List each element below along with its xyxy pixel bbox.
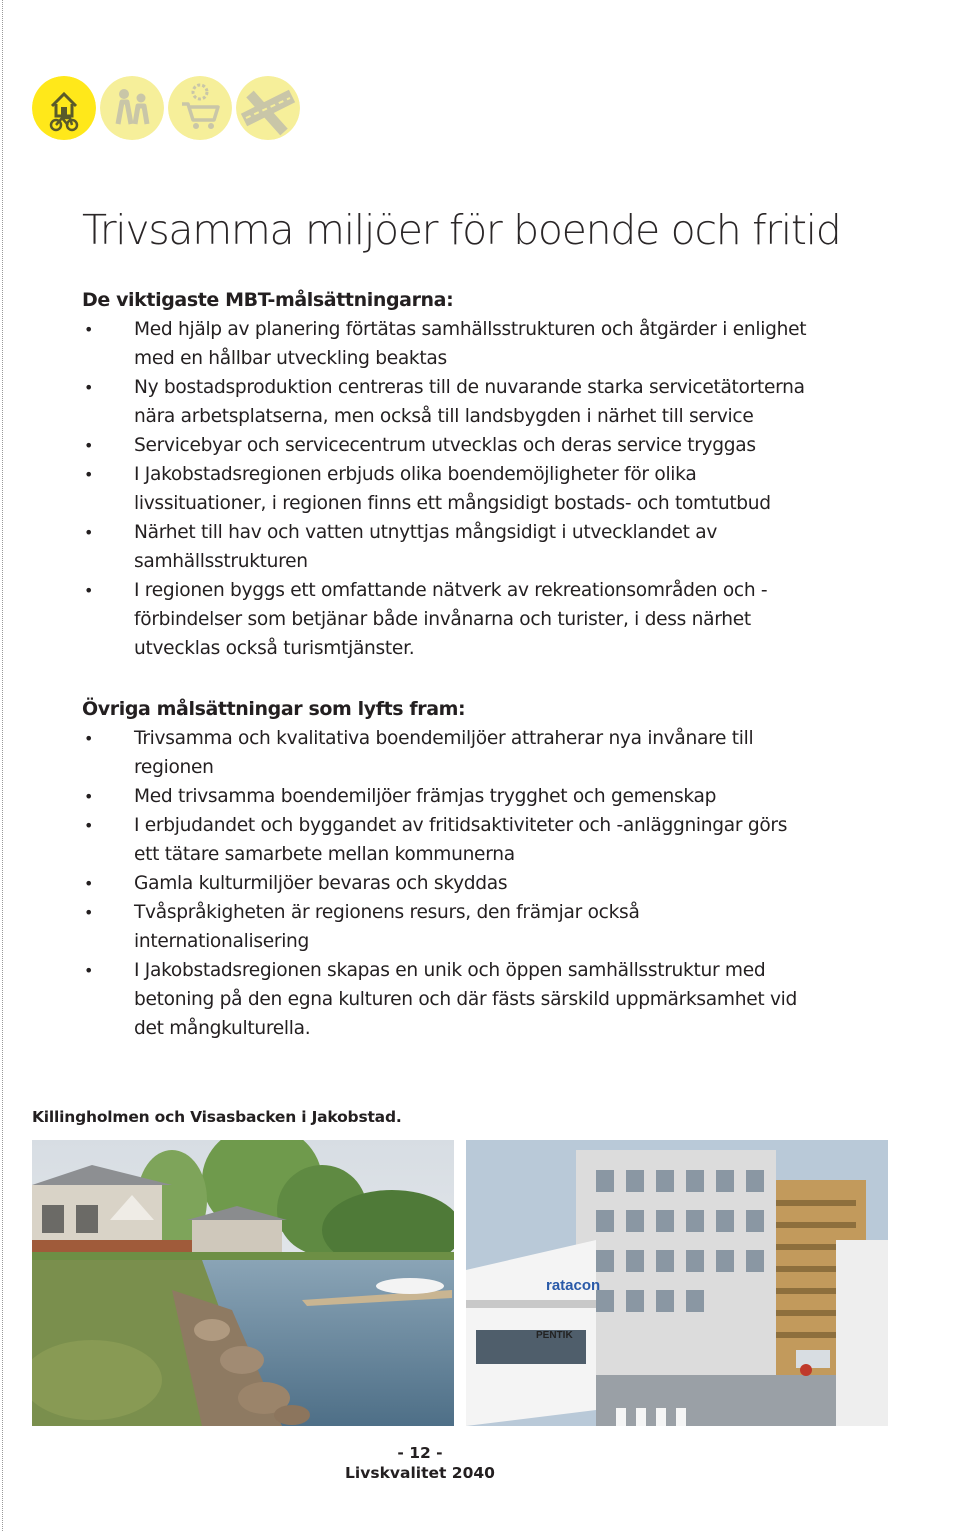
list-item: • Närhet till hav och vatten utnyttjas mångsidigt i utvecklandet av samhällsstrukturen <box>82 518 812 576</box>
list-item: • I Jakobstadsregionen skapas en unik och öppen samhällsstruktur med betoning på den egna kulturen och där fästs särskild uppmärksamhet vid det mångkulturella. <box>82 956 812 1043</box>
family-icon <box>100 76 164 140</box>
main-goals-section <box>82 289 812 663</box>
list-item: • Tvåspråkigheten är regionens resurs, den främjar också internationalisering <box>82 898 812 956</box>
list-item: • I regionen byggs ett omfattande nätverk av rekreationsområden och -förbindelser som betjänar både invånarna och turister, i dess närhet utvecklas också turismtjänster. <box>82 576 812 663</box>
other-goals-section <box>82 698 812 1043</box>
list-item: • Med trivsamma boendemiljöer främjas trygghet och gemenskap <box>82 782 812 811</box>
list-item: • Servicebyar och servicecentrum utvecklas och deras service tryggas <box>82 431 812 460</box>
list-item: • Med hjälp av planering förtätas samhällsstrukturen och åtgärder i enlighet med en hållbar utveckling beaktas <box>82 315 812 373</box>
store-sign-pentik: PENTIK <box>536 1330 573 1341</box>
page-edge-dotted-line <box>2 0 3 1531</box>
page-title: Trivsamma miljöer för boende och fritid <box>82 206 841 254</box>
main-goals-heading: De viktigaste MBT-målsättningarna: <box>82 289 454 311</box>
store-sign-ratacon: ratacon <box>546 1277 601 1294</box>
road-crossing-icon <box>236 76 300 140</box>
photo-caption: Killingholmen och Visasbacken i Jakobstad. <box>32 1108 402 1126</box>
photo-killingholmen <box>32 1140 454 1426</box>
house-bike-icon <box>32 76 96 140</box>
photo-visasbacken <box>466 1140 888 1426</box>
publication-name: Livskvalitet 2040 <box>345 1464 495 1482</box>
list-item: • Gamla kulturmiljöer bevaras och skyddas <box>82 869 812 898</box>
list-item: • Ny bostadsproduktion centreras till de nuvarande starka servicetätorterna nära arbetsplatserna, men också till landsbygden i närhet till service <box>82 373 812 431</box>
other-goals-list <box>82 724 812 1043</box>
list-item: • I Jakobstadsregionen erbjuds olika boendemöjligheter för olika livssituationer, i regionen finns ett mångsidigt bostads- och tomtutbud <box>82 460 812 518</box>
shopping-cart-icon <box>168 76 232 140</box>
list-item: • I erbjudandet och byggandet av fritidsaktiviteter och -anläggningar görs ett tätare samarbete mellan kommunerna <box>82 811 812 869</box>
list-item: • Trivsamma och kvalitativa boendemiljöer attraherar nya invånare till regionen <box>82 724 812 782</box>
main-goals-list <box>82 315 812 663</box>
page-number: - 12 - <box>397 1444 443 1462</box>
other-goals-heading: Övriga målsättningar som lyfts fram: <box>82 698 466 720</box>
